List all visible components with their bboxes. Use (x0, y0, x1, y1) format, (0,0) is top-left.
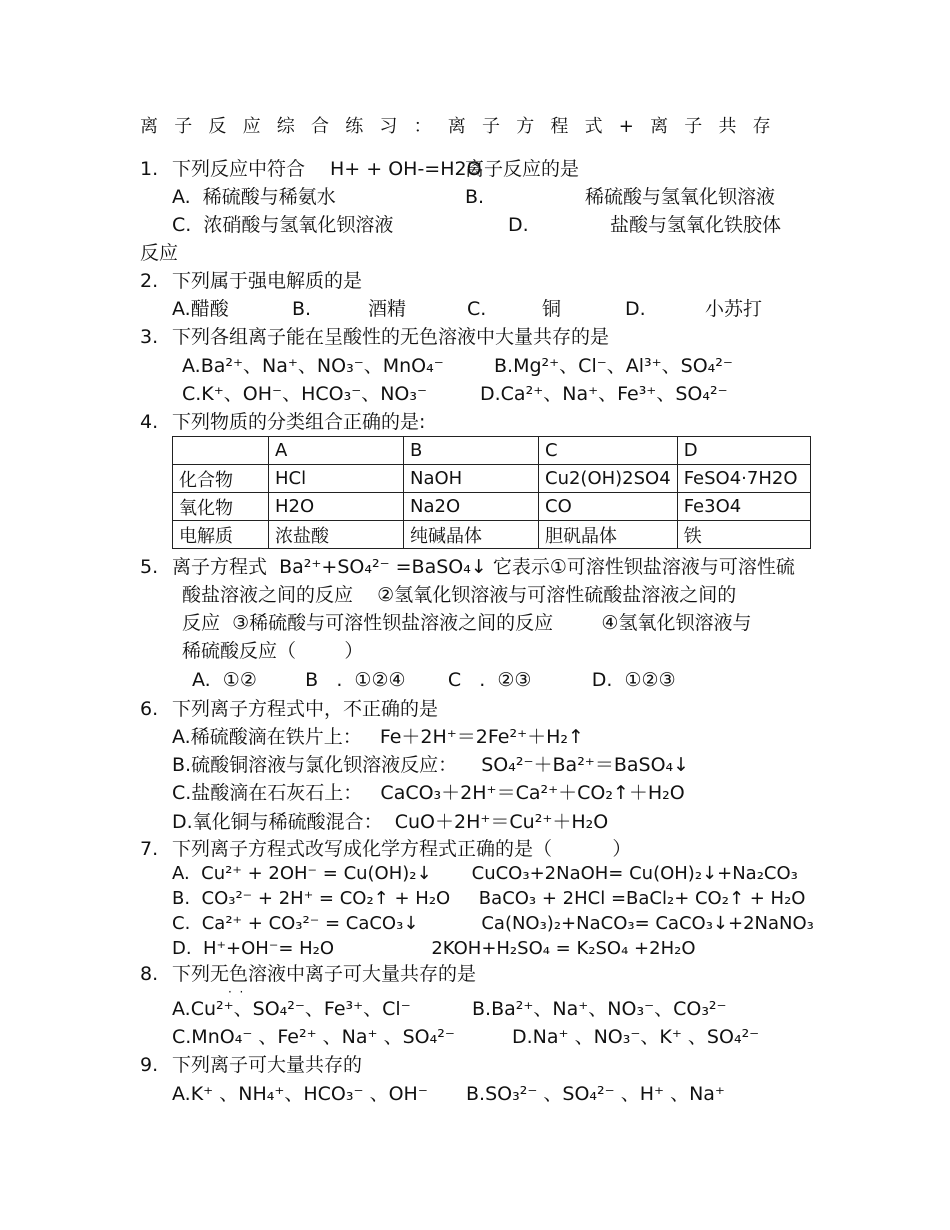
table-cell: CO (539, 493, 678, 521)
table-header-cell: D (677, 437, 810, 465)
q1-option-b: 稀硫酸与氢氧化钡溶液 (585, 186, 776, 208)
q8-option-a: A.Cu²⁺、SO₄²⁻、Fe³⁺、Cl⁻ (172, 998, 411, 1020)
q2-option-c: 铜 (542, 298, 562, 320)
q2-option-b: 酒精 (368, 298, 407, 320)
table-cell: H2O (269, 493, 404, 521)
table-cell: 电解质 (173, 521, 269, 549)
q3-option-c: C.K⁺、OH⁻、HCO₃⁻、NO₃⁻ (182, 383, 428, 405)
table-header-cell: B (404, 437, 539, 465)
q5-options: A. ①② B . ①②④ C . ②③ D. ①②③ (192, 669, 676, 691)
table-cell: Fe3O4 (677, 493, 810, 521)
q1-option-a: A. 稀硫酸与稀氨水 (172, 186, 336, 208)
q6-number: 6. (140, 698, 159, 720)
table-row (173, 521, 811, 549)
q5-line-1: 离子方程式 Ba²⁺+SO₄²⁻ =BaSO₄↓ 它表示①可溶性钡盐溶液与可溶性硫 (172, 556, 795, 578)
table-cell: 纯碱晶体 (404, 521, 539, 549)
table-cell: NaOH (404, 465, 539, 493)
q2-option-d: 小苏打 (705, 298, 763, 320)
q8-stem-b: 溶液中离子可大量共存的是 (248, 963, 477, 985)
q4-number: 4. (140, 411, 159, 433)
table-row (173, 465, 811, 493)
q8-option-c: C.MnO₄⁻ 、Fe²⁺ 、Na⁺ 、SO₄²⁻ (172, 1026, 455, 1048)
q2-number: 2. (140, 270, 159, 292)
q6-option-b: B.硫酸铜溶液与氯化钡溶液反应： SO₄²⁻＋Ba²⁺＝BaSO₄↓ (172, 754, 690, 776)
table-header-cell: C (539, 437, 678, 465)
table-cell: 化合物 (173, 465, 269, 493)
q7-option-a: A. Cu²⁺ + 2OH⁻ = Cu(OH)₂↓ CuCO₃+2NaOH= Cu(OH)₂↓+Na₂CO₃ (172, 863, 798, 884)
table-cell: Na2O (404, 493, 539, 521)
q7-number: 7. (140, 838, 159, 860)
q9-stem: 下列离子可大量共存的 (172, 1054, 363, 1076)
page-title: 离子反应综合练习：离子方程式+离子共存 (140, 116, 787, 137)
table-cell: FeSO4·7H2O (677, 465, 810, 493)
table-cell: HCl (269, 465, 404, 493)
q7-option-d: D. H⁺+OH⁻= H₂O 2KOH+H₂SO₄ = K₂SO₄ +2H₂O (172, 938, 696, 959)
q2-option-d-label: D. (625, 298, 646, 320)
q1-option-d-cont: 反应 (140, 242, 179, 264)
q5-number: 5. (140, 556, 159, 578)
q8-stem-a: 下列无色 (172, 963, 249, 985)
q6-option-d: D.氧化铜与稀硫酸混合： CuO＋2H⁺＝Cu²⁺＋H₂O (172, 811, 609, 833)
q2-option-b-label: B. (292, 298, 312, 320)
q2-option-a: A.醋酸 (172, 298, 229, 320)
q6-option-c: C.盐酸滴在石灰石上： CaCO₃＋2H⁺＝Ca²⁺＋CO₂↑＋H₂O (172, 782, 685, 804)
q1-option-b-label: B. (465, 186, 485, 208)
table-cell: 浓盐酸 (269, 521, 404, 549)
classification-table (172, 436, 811, 549)
q1-stem-b: H+ + OH-=H2O (330, 158, 482, 180)
table-header-cell (173, 437, 269, 465)
q5-line-3: 反应 ③稀硫酸与可溶性钡盐溶液之间的反应 ④氢氧化钡溶液与 (182, 612, 752, 634)
table-cell: 胆矾晶体 (539, 521, 678, 549)
table-header-row (173, 437, 811, 465)
q2-option-c-label: C. (467, 298, 487, 320)
q4-stem: 下列物质的分类组合正确的是: (172, 411, 426, 433)
emphasis-dots: · · (228, 985, 244, 999)
q6-option-a: A.稀硫酸滴在铁片上： Fe＋2H⁺＝2Fe²⁺＋H₂↑ (172, 726, 584, 748)
q8-stem (172, 962, 476, 986)
q3-stem: 下列各组离子能在呈酸性的无色溶液中大量共存的是 (172, 326, 610, 348)
table-cell: Cu2(OH)2SO4 (539, 465, 678, 493)
q5-line-2: 酸盐溶液之间的反应 ②氢氧化钡溶液与可溶性硫酸盐溶液之间的 (182, 584, 737, 606)
q8-option-d: D.Na⁺ 、NO₃⁻、K⁺ 、SO₄²⁻ (512, 1026, 760, 1048)
q8-option-b: B.Ba²⁺、Na⁺、NO₃⁻、CO₃²⁻ (472, 998, 727, 1020)
q6-stem: 下列离子方程式中，不正确的是 (172, 698, 439, 720)
q2-stem: 下列属于强电解质的是 (172, 270, 363, 292)
q8-number: 8. (140, 963, 159, 985)
q9-number: 9. (140, 1054, 159, 1076)
table-cell: 铁 (677, 521, 810, 549)
table-row (173, 493, 811, 521)
table-cell: 氧化物 (173, 493, 269, 521)
q3-number: 3. (140, 326, 159, 348)
q9-option-a: A.K⁺ 、NH₄⁺、HCO₃⁻ 、OH⁻ (172, 1083, 428, 1105)
q3-option-d: D.Ca²⁺、Na⁺、Fe³⁺、SO₄²⁻ (480, 383, 728, 405)
q1-number: 1. (140, 158, 159, 180)
q9-option-b: B.SO₃²⁻ 、SO₄²⁻ 、H⁺ 、Na⁺ (466, 1083, 725, 1105)
q5-line-4: 稀硫酸反应（ ） (182, 640, 364, 662)
q1-option-c: C. 浓硝酸与氢氧化钡溶液 (172, 214, 394, 236)
q3-option-a: A.Ba²⁺、Na⁺、NO₃⁻、MnO₄⁻ (182, 355, 444, 377)
q7-option-c: C. Ca²⁺ + CO₃²⁻ = CaCO₃↓ Ca(NO₃)₂+NaCO₃= CaCO₃↓+2NaNO₃ (172, 913, 814, 934)
table-header-cell: A (269, 437, 404, 465)
q7-option-b: B. CO₃²⁻ + 2H⁺ = CO₂↑ + H₂O BaCO₃ + 2HCl =BaCl₂+ CO₂↑ + H₂O (172, 888, 806, 909)
q1-stem-a: 下列反应中符合 (172, 158, 306, 180)
q1-stem-c: 离子反应的是 (465, 158, 580, 180)
q3-option-b: B.Mg²⁺、Cl⁻、Al³⁺、SO₄²⁻ (494, 355, 733, 377)
q7-stem: 下列离子方程式改写成化学方程式正确的是（ ） (172, 838, 632, 860)
q1-option-d: 盐酸与氢氧化铁胶体 (610, 214, 782, 236)
q1-option-d-label: D. (508, 214, 529, 236)
